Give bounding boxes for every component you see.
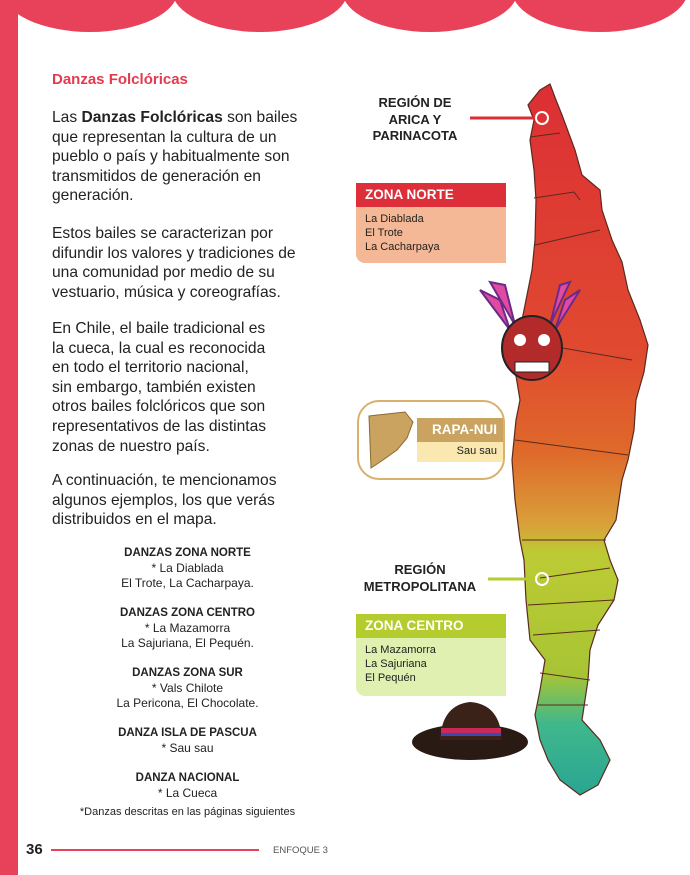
footnote: *Danzas descritas en las páginas siguientes [79, 806, 296, 818]
paragraph-values: Estos bailes se caracterizan por difundir los valores y tradiciones de una comunidad por medio de su vestuario, música y coreografías. [52, 225, 296, 301]
region-label-metropolitana: REGIÓN METROPOLITANA [363, 562, 477, 594]
paragraph-cueca: En Chile, el baile tradicional es la cueca, la cual es reconocida en todo el territorio nacional, sin embargo, también existen otros bailes folclóricos que son representativos de las distintas zonas de nuestro país. [52, 320, 267, 455]
region-label-arica: REGIÓN DE ARICA Y PARINACOTA [372, 95, 458, 143]
list-item: DANZAS ZONA NORTE * La Diablada El Trote, La Cacharpaya. [121, 547, 254, 590]
zone-norte-card: ZONA NORTE La Diablada El Trote La Cacharpaya [356, 183, 506, 263]
section-title: Danzas Folclóricas [52, 71, 188, 88]
hat-icon [412, 702, 528, 760]
intro-paragraph: Las Danzas Folclóricas son bailes que representan la cultura de un pueblo o país y habitualmente son transmitidos de generación en generación. [52, 109, 298, 205]
rapa-nui-card [357, 400, 505, 480]
list-item: DANZA NACIONAL * La Cueca [135, 772, 240, 800]
rapa-nui-item: Sau sau [417, 442, 503, 462]
page-number: 36 [26, 841, 43, 858]
list-item: DANZAS ZONA SUR * Vals Chilote La Pericona, El Chocolate. [116, 667, 259, 710]
rapa-nui-island-icon [365, 408, 415, 474]
book-title: ENFOQUE 3 [273, 845, 328, 856]
paragraph-examples: A continuación, te mencionamos algunos ejemplos, los que verás distribuidos en el mapa. [52, 472, 277, 529]
zone-centro-card: ZONA CENTRO La Mazamorra La Sajuriana El Pequén [356, 614, 506, 696]
list-item: DANZA ISLA DE PASCUA * Sau sau [118, 727, 257, 755]
rapa-nui-title: RAPA-NUI [417, 418, 503, 442]
list-item: DANZAS ZONA CENTRO * La Mazamorra La Sajuriana, El Pequén. [119, 607, 255, 650]
chile-map-shape [512, 84, 648, 795]
